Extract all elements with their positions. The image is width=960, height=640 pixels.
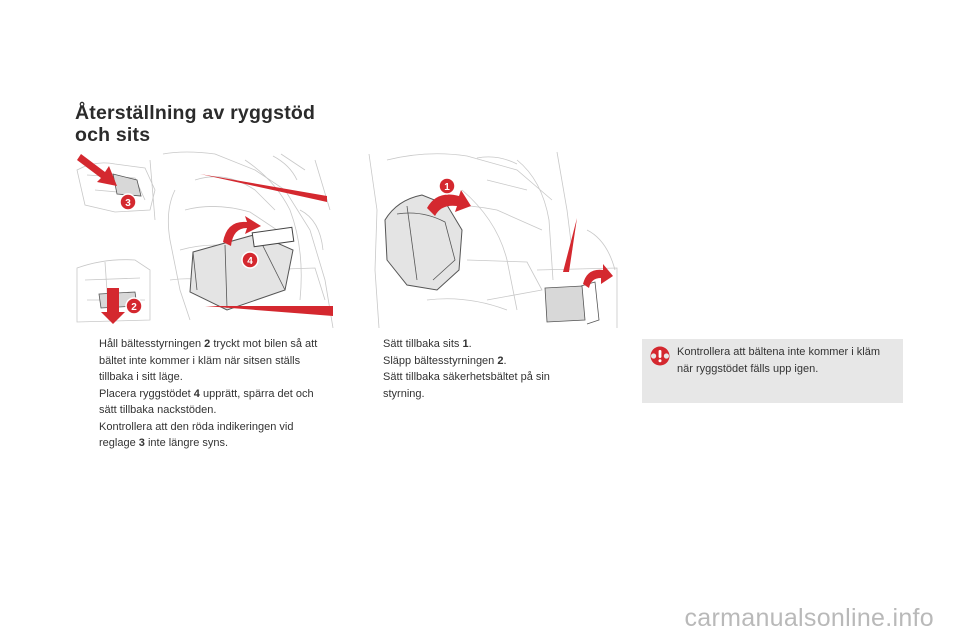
warning-icon [650,346,670,371]
title-line-2: och sits [75,124,151,146]
page-title [75,102,375,146]
warning-box [642,339,903,403]
title-line-1: Återställning av ryggstöd [75,102,316,124]
list-item: Sätt tillbaka sits 1. [383,338,472,350]
list-item: Kontrollera att den röda indikeringen vid reglage 3 inte längre syns. [99,420,294,449]
callout-1-label: 1 [444,182,450,193]
list-item: Placera ryggstödet 4 upprätt, spärra det och sätt tillbaka nackstöden. [99,387,314,416]
illustration-seat-backrest [75,150,337,328]
steps-list-left [75,336,330,452]
warning-text: Kontrollera att bältena inte kommer i kläm när ryggstödet fälls upp igen. [677,346,880,375]
list-item: Håll bältesstyrningen 2 tryckt mot bilen så att bältet inte kommer i kläm när sitsen ställs tillbaka i sitt läge. [99,338,318,383]
steps-list-right [359,336,584,402]
list-item: Släpp bältesstyrningen 2. [383,354,507,367]
callout-4-label: 4 [247,256,253,267]
list-item: Sätt tillbaka säkerhetsbältet på sin styrning. [383,371,550,400]
callout-2-label: 2 [131,302,137,313]
watermark: carmanualsonline.info [684,604,934,632]
callout-3-label: 3 [125,198,131,209]
illustration-seat-cushion [367,150,620,328]
